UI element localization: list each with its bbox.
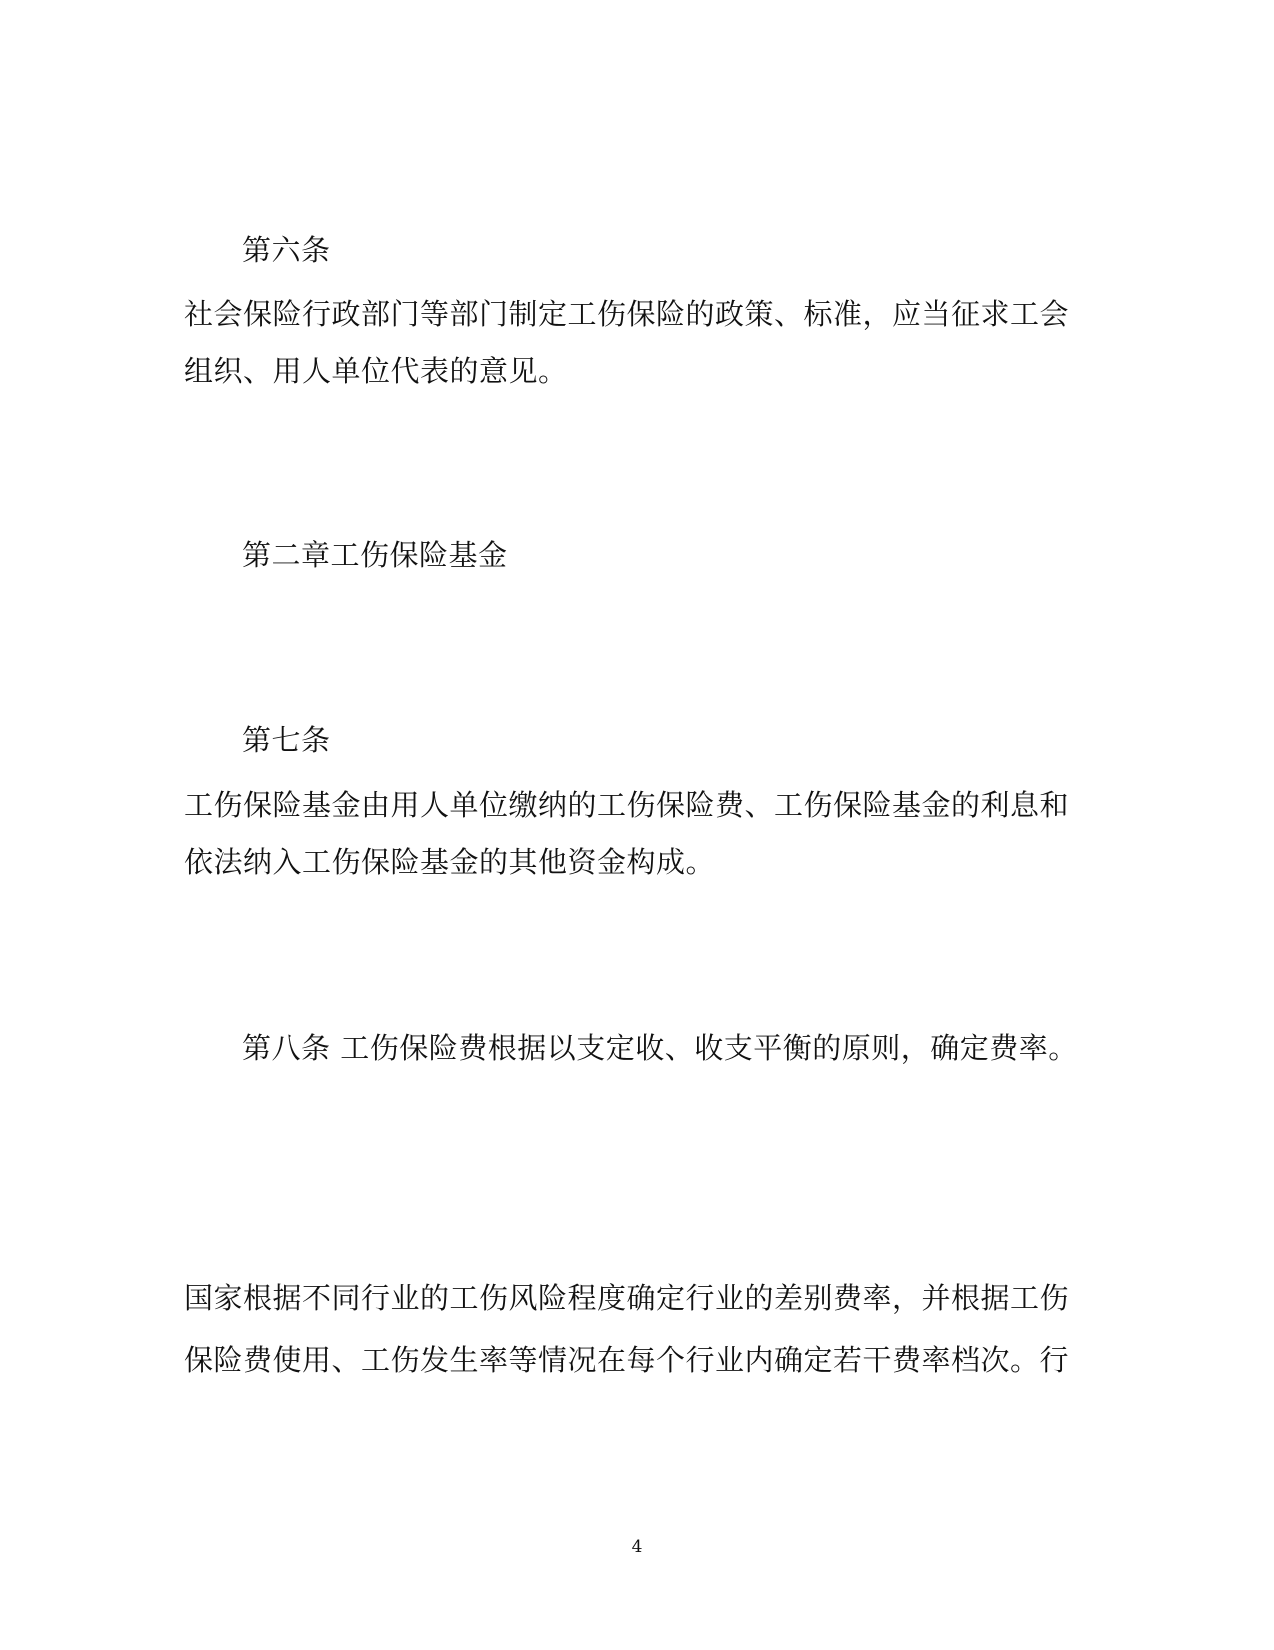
article-8-body-line-1: 国家根据不同行业的工伤风险程度确定行业的差别费率，并根据工伤 <box>184 1281 1070 1315</box>
article-7-body-line-2: 依法纳入工伤保险基金的其他资金构成。 <box>184 845 716 879</box>
chapter-2-heading: 第二章工伤保险基金 <box>242 538 508 572</box>
article-6-heading: 第六条 <box>242 233 331 267</box>
article-6-body-line-1: 社会保险行政部门等部门制定工伤保险的政策、标准，应当征求工会 <box>184 297 1070 331</box>
article-7-body-line-1: 工伤保险基金由用人单位缴纳的工伤保险费、工伤保险基金的利息和 <box>184 788 1070 822</box>
article-7-heading: 第七条 <box>242 723 331 757</box>
article-8-paragraph: 第八条 工伤保险费根据以支定收、收支平衡的原则，确定费率。 <box>242 1031 1078 1065</box>
page-number: 4 <box>631 1537 643 1557</box>
article-6-body-line-2: 组织、用人单位代表的意见。 <box>184 354 568 388</box>
article-8-body-line-2: 保险费使用、工伤发生率等情况在每个行业内确定若干费率档次。行 <box>184 1343 1070 1377</box>
